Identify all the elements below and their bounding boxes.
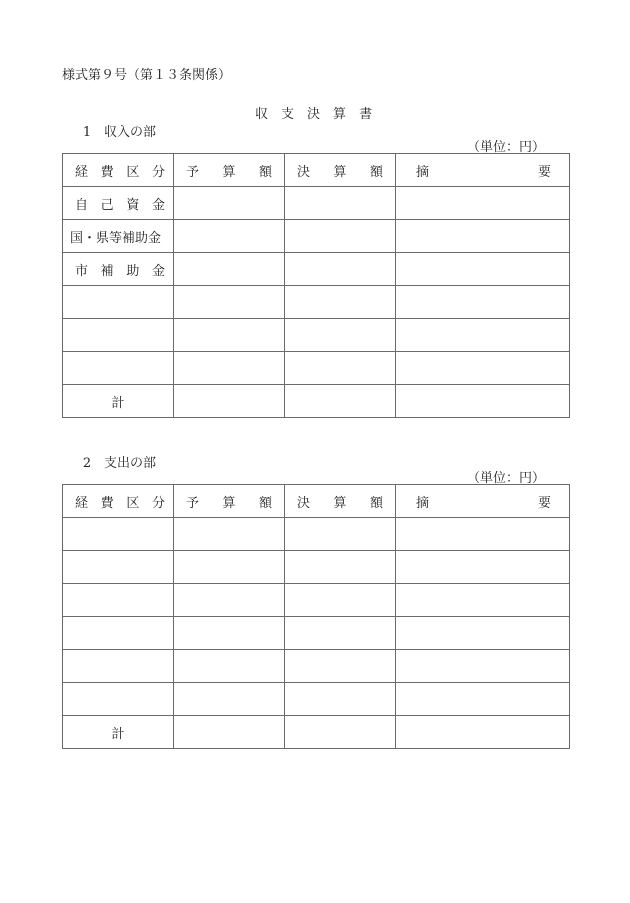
table-row [63, 319, 570, 352]
category-cell[interactable] [63, 650, 174, 683]
title-char: 書 [359, 107, 373, 122]
total-settlement-cell[interactable] [285, 716, 396, 749]
header-remarks: 摘 要 [396, 154, 570, 187]
category-cell: 国・県等補助金 [63, 220, 174, 253]
remarks-cell[interactable] [396, 253, 570, 286]
form-number: 様式第９号（第１３条関係） [62, 68, 232, 83]
header-category: 経 費 区 分 [63, 485, 174, 518]
budget-cell[interactable] [174, 683, 285, 716]
section-heading-expenditure [62, 452, 156, 471]
total-budget-cell[interactable] [174, 716, 285, 749]
settlement-cell[interactable] [285, 187, 396, 220]
settlement-cell[interactable] [285, 584, 396, 617]
budget-cell[interactable] [174, 617, 285, 650]
section-label: 支出の部 [104, 456, 157, 471]
settlement-cell[interactable] [285, 286, 396, 319]
settlement-cell[interactable] [285, 253, 396, 286]
header-remarks: 摘 要 [396, 485, 570, 518]
title-char: 収 [255, 107, 269, 122]
category-cell[interactable] [63, 352, 174, 385]
document-title [255, 103, 385, 122]
remarks-cell[interactable] [396, 584, 570, 617]
category-cell: 自 己 資 金 [63, 187, 174, 220]
total-remarks-cell[interactable] [396, 716, 570, 749]
table-row [63, 584, 570, 617]
total-row [63, 716, 570, 749]
income-table [62, 153, 570, 418]
remarks-cell[interactable] [396, 352, 570, 385]
settlement-cell[interactable] [285, 617, 396, 650]
header-settlement: 決 算 額 [285, 485, 396, 518]
settlement-cell[interactable] [285, 551, 396, 584]
category-cell[interactable] [63, 584, 174, 617]
remarks-cell[interactable] [396, 617, 570, 650]
total-row [63, 385, 570, 418]
table-row [63, 220, 570, 253]
table-row [63, 650, 570, 683]
table-row [63, 352, 570, 385]
section-number: 1 [82, 125, 92, 140]
category-cell[interactable] [63, 683, 174, 716]
header-settlement: 決 算 額 [285, 154, 396, 187]
total-budget-cell[interactable] [174, 385, 285, 418]
budget-cell[interactable] [174, 584, 285, 617]
table-row [63, 286, 570, 319]
remarks-cell[interactable] [396, 319, 570, 352]
table-header-row [63, 154, 570, 187]
budget-cell[interactable] [174, 220, 285, 253]
unit-label: （単位：円） [466, 471, 545, 486]
budget-cell[interactable] [174, 319, 285, 352]
budget-cell[interactable] [174, 286, 285, 319]
budget-cell[interactable] [174, 187, 285, 220]
settlement-cell[interactable] [285, 220, 396, 253]
category-cell[interactable] [63, 286, 174, 319]
section-heading-income [62, 121, 156, 140]
total-label: 計 [63, 385, 174, 418]
total-settlement-cell[interactable] [285, 385, 396, 418]
category-cell[interactable] [63, 319, 174, 352]
budget-cell[interactable] [174, 650, 285, 683]
table-row [63, 617, 570, 650]
remarks-cell[interactable] [396, 650, 570, 683]
header-budget: 予 算 額 [174, 154, 285, 187]
table-row [63, 551, 570, 584]
remarks-cell[interactable] [396, 220, 570, 253]
category-cell[interactable] [63, 518, 174, 551]
settlement-cell[interactable] [285, 650, 396, 683]
category-cell: 市 補 助 金 [63, 253, 174, 286]
table-header-row [63, 485, 570, 518]
remarks-cell[interactable] [396, 551, 570, 584]
settlement-cell[interactable] [285, 319, 396, 352]
section-number: 2 [82, 456, 92, 471]
total-label: 計 [63, 716, 174, 749]
settlement-cell[interactable] [285, 352, 396, 385]
remarks-cell[interactable] [396, 683, 570, 716]
settlement-cell[interactable] [285, 683, 396, 716]
table-row [63, 518, 570, 551]
expenditure-table [62, 484, 570, 749]
settlement-cell[interactable] [285, 518, 396, 551]
title-char: 支 [281, 107, 295, 122]
category-cell[interactable] [63, 551, 174, 584]
table-row [63, 683, 570, 716]
total-remarks-cell[interactable] [396, 385, 570, 418]
budget-cell[interactable] [174, 253, 285, 286]
category-cell[interactable] [63, 617, 174, 650]
budget-cell[interactable] [174, 352, 285, 385]
remarks-cell[interactable] [396, 518, 570, 551]
section-label: 収入の部 [104, 125, 157, 140]
title-char: 決 [307, 107, 321, 122]
unit-label: （単位：円） [466, 140, 545, 155]
header-budget: 予 算 額 [174, 485, 285, 518]
remarks-cell[interactable] [396, 286, 570, 319]
title-char: 算 [333, 107, 347, 122]
budget-cell[interactable] [174, 551, 285, 584]
budget-cell[interactable] [174, 518, 285, 551]
remarks-cell[interactable] [396, 187, 570, 220]
header-category: 経 費 区 分 [63, 154, 174, 187]
table-row [63, 187, 570, 220]
table-row [63, 253, 570, 286]
